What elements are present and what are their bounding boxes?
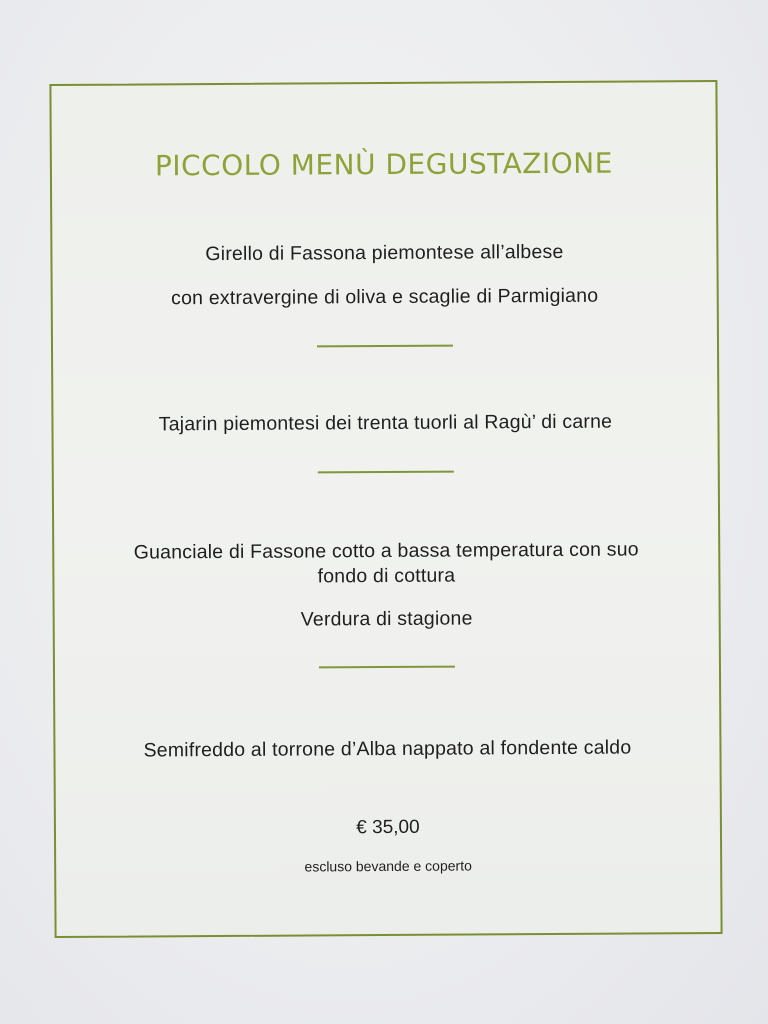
- course-1-line-1: Girello di Fassona piemontese all’albese: [205, 240, 564, 266]
- menu-card: [49, 80, 722, 938]
- price-note: escluso bevande e coperto: [304, 857, 472, 875]
- course-3-line-1: Guanciale di Fassone cotto a bassa temperatura con suo: [133, 538, 639, 564]
- divider-1: [317, 345, 453, 348]
- divider-2: [318, 471, 454, 474]
- course-3-line-3: Verdura di stagione: [300, 607, 473, 631]
- course-3-line-2: fondo di cottura: [317, 564, 456, 588]
- course-1-line-2: con extravergine di oliva e scaglie di Parmigiano: [171, 284, 599, 310]
- price: € 35,00: [356, 816, 420, 839]
- course-2-line-1: Tajarin piemontesi dei trenta tuorli al Ragù’ di carne: [158, 410, 613, 436]
- course-4-line-1: Semifreddo al torrone d’Alba nappato al fondente caldo: [143, 736, 632, 762]
- divider-3: [319, 666, 455, 669]
- menu-title: PICCOLO MENÙ DEGUSTAZIONE: [154, 146, 613, 183]
